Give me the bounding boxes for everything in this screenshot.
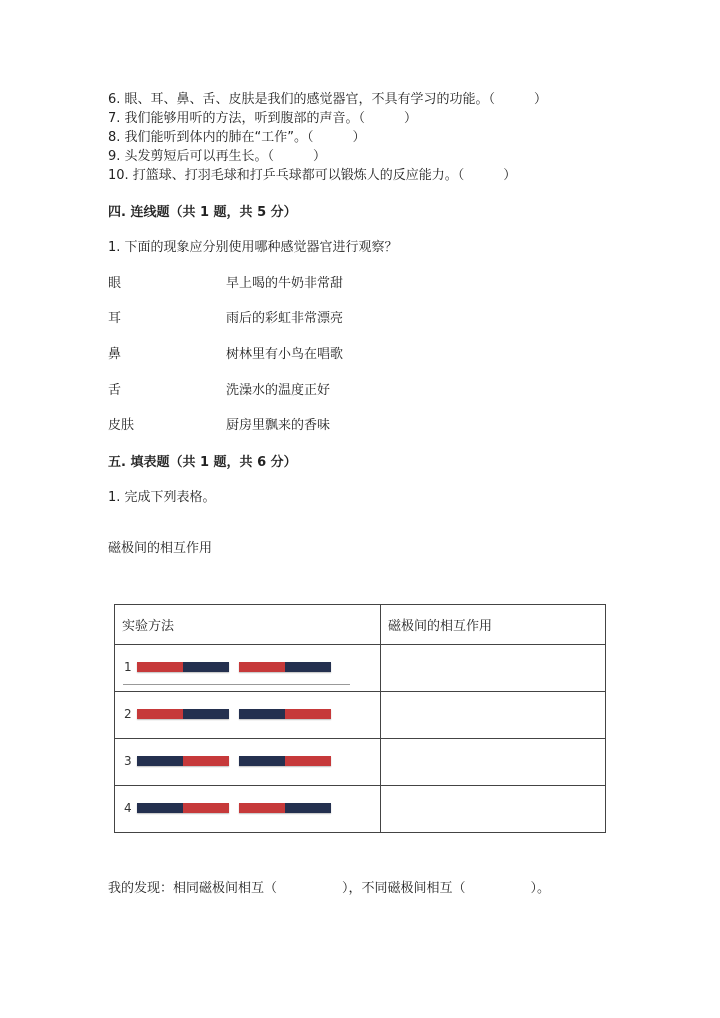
magnet-bar [239, 803, 331, 813]
answer-cell[interactable] [381, 786, 606, 833]
section4-question: 1. 下面的现象应分别使用哪种感觉器官进行观察？ [108, 240, 398, 255]
magnet-pole [239, 803, 285, 813]
section5-title: 五. 填表题（共 1 题，共 6 分） [108, 455, 297, 470]
match-right-item: 洗澡水的温度正好 [226, 383, 331, 398]
match-left-item: 舌 [108, 383, 122, 398]
magnet-pole [285, 709, 331, 719]
magnet-pole [285, 756, 331, 766]
magnet-bar [239, 756, 331, 766]
section5-question: 1. 完成下列表格。 [108, 490, 216, 505]
answer-cell[interactable] [381, 645, 606, 692]
magnet-pole [183, 709, 229, 719]
row-number: 1 [124, 659, 132, 674]
match-right-item: 树林里有小鸟在唱歌 [226, 347, 344, 362]
header-method: 实验方法 [115, 605, 381, 645]
magnet-pole [239, 756, 285, 766]
finding-sentence: 我的发现：相同磁极间相互（ ），不同磁极间相互（ ）。 [108, 881, 551, 896]
row-number: 4 [124, 800, 132, 815]
magnet-pole [137, 756, 183, 766]
experiment-cell [115, 739, 381, 786]
divider-line [123, 684, 350, 685]
judge-item-7: 7. 我们能够用听的方法，听到腹部的声音。（ ） [108, 111, 418, 126]
magnet-pole [183, 662, 229, 672]
section4-title: 四. 连线题（共 1 题，共 5 分） [108, 205, 297, 220]
match-left-item: 耳 [108, 311, 122, 326]
magnet-pole [183, 803, 229, 813]
experiment-cell [115, 692, 381, 739]
magnet-bar [137, 709, 229, 719]
table-row [115, 739, 606, 786]
judge-item-9: 9. 头发剪短后可以再生长。（ ） [108, 149, 327, 164]
answer-cell[interactable] [381, 692, 606, 739]
answer-cell[interactable] [381, 739, 606, 786]
magnet-bar [137, 803, 229, 813]
match-left-item: 皮肤 [108, 418, 135, 433]
magnet-bar [239, 709, 331, 719]
magnet-pole [285, 803, 331, 813]
header-interaction: 磁极间的相互作用 [381, 605, 606, 645]
table-caption: 磁极间的相互作用 [108, 541, 213, 556]
magnet-bar [137, 756, 229, 766]
table-row [115, 786, 606, 833]
experiment-cell [115, 786, 381, 833]
magnet-pole [183, 756, 229, 766]
magnet-pole [285, 662, 331, 672]
table-row [115, 692, 606, 739]
judge-item-6: 6. 眼、耳、鼻、舌、皮肤是我们的感觉器官，不具有学习的功能。（ ） [108, 92, 548, 107]
row-number: 3 [124, 753, 132, 768]
magnet-pole [137, 803, 183, 813]
row-number: 2 [124, 706, 132, 721]
magnet-pole [137, 662, 183, 672]
judge-item-8: 8. 我们能听到体内的肺在“工作”。（ ） [108, 130, 366, 145]
table-row [115, 645, 606, 692]
judge-item-10: 10. 打篮球、打羽毛球和打乒乓球都可以锻炼人的反应能力。（ ） [108, 168, 517, 183]
match-right-item: 早上喝的牛奶非常甜 [226, 276, 344, 291]
magnet-bar [137, 662, 229, 672]
magnet-pole [137, 709, 183, 719]
match-left-item: 鼻 [108, 347, 122, 362]
table-header-row [115, 605, 606, 645]
experiment-cell [115, 645, 381, 692]
match-left-item: 眼 [108, 276, 122, 291]
match-right-item: 厨房里飘来的香味 [226, 418, 331, 433]
magnet-bar [239, 662, 331, 672]
magnet-pole [239, 662, 285, 672]
match-right-item: 雨后的彩虹非常漂亮 [226, 311, 344, 326]
magnet-pole [239, 709, 285, 719]
magnet-table [114, 604, 606, 833]
